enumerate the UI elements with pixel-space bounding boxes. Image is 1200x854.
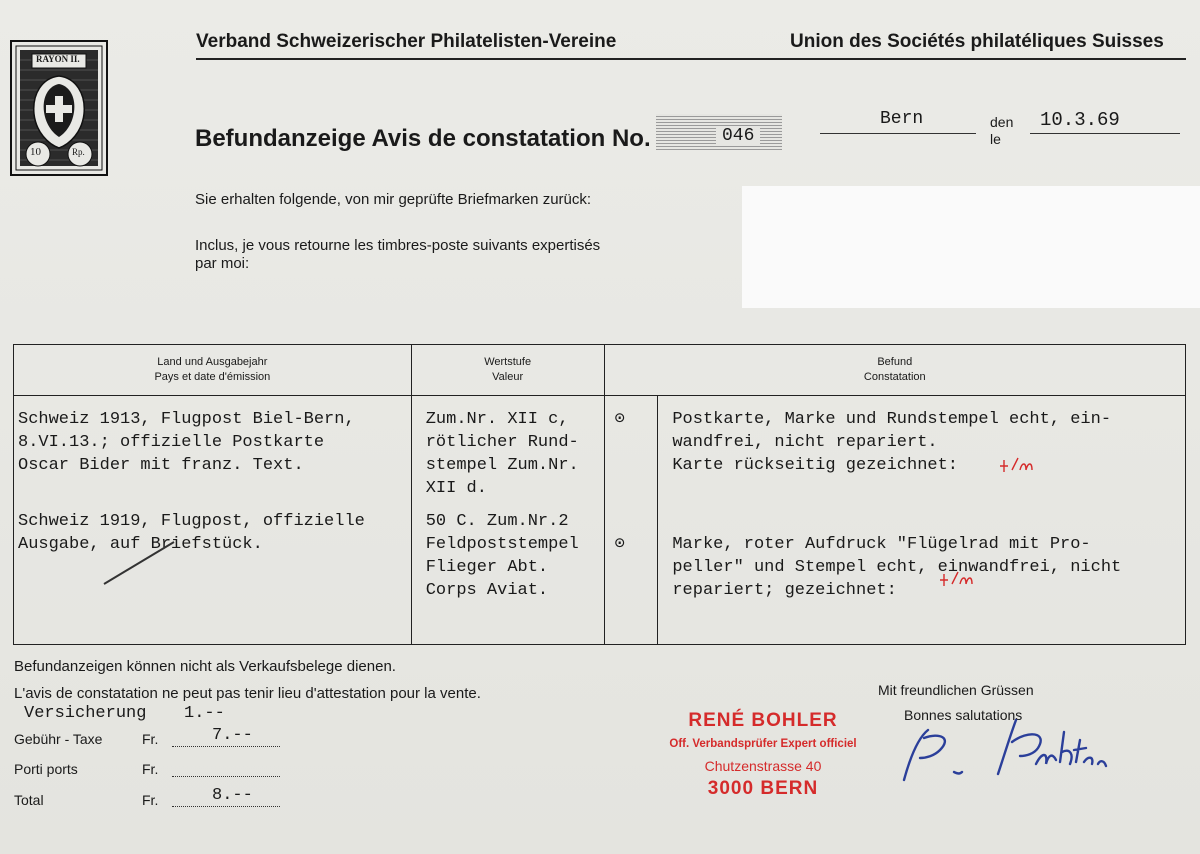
fee-gebuehr-line — [172, 746, 280, 747]
header-land-de: Land und Ausgabejahr — [157, 356, 268, 368]
fee-versicherung-label: Versicherung — [24, 704, 147, 723]
befund-cell — [658, 396, 1186, 645]
red-sign-mark-2 — [936, 568, 976, 590]
examiner-stamp-city: 3000 BERN — [707, 778, 819, 799]
wert-2-l2: Feldpoststempel — [425, 535, 579, 554]
mark-1: ⊙ — [614, 410, 625, 429]
header-right: Union des Sociétés philatéliques Suisses — [790, 31, 1164, 52]
wert-2-l4: Corps Aviat. — [425, 581, 549, 600]
greeting-de: Mit freundlichen Grüssen — [878, 682, 1034, 698]
document-title: Befundanzeige Avis de constatation No. — [195, 125, 651, 152]
header-rule — [196, 58, 1186, 60]
befund-2-l3: repariert; gezeichnet: — [672, 581, 897, 600]
wert-1-l2: rötlicher Rund- — [425, 433, 579, 452]
stamps-table — [13, 344, 1186, 645]
note-de: Befundanzeigen können nicht als Verkaufsbelege dienen. — [14, 658, 396, 675]
intro-fr-line2: par moi: — [195, 255, 250, 272]
wert-1-l4: XII d. — [425, 479, 487, 498]
table-body-row — [14, 396, 1186, 645]
intro-de: Sie erhalten folgende, von mir geprüfte Briefmarken zurück: — [195, 191, 592, 208]
greeting-fr: Bonnes salutations — [904, 707, 1023, 723]
fee-gebuehr-label: Gebühr - Taxe — [14, 731, 103, 747]
document-number: 046 — [716, 126, 760, 146]
examiner-stamp-street: Chutzenstrasse 40 — [704, 758, 822, 774]
fee-porti-currency: Fr. — [142, 761, 159, 777]
header-land-fr: Pays et date d'émission — [154, 371, 271, 383]
fee-porti-line — [172, 776, 280, 777]
befund-1-l3: Karte rückseitig gezeichnet: — [672, 456, 959, 475]
fee-versicherung-value: 1.-- — [184, 704, 225, 723]
fee-total-label: Total — [14, 792, 44, 808]
fee-gebuehr-currency: Fr. — [142, 731, 159, 747]
mark-cell — [604, 396, 658, 645]
table-header-row — [14, 345, 1186, 396]
land-1-l2: 8.VI.13.; offizielle Postkarte — [18, 433, 325, 452]
fee-total-line — [172, 806, 280, 807]
city-underline — [820, 133, 976, 134]
befund-2-l2: peller" und Stempel echt, einwandfrei, nicht — [672, 558, 1122, 577]
mark-2: ⊙ — [614, 535, 625, 554]
header-wert-de: Wertstufe — [484, 356, 532, 368]
wert-1-l3: stempel Zum.Nr. — [425, 456, 579, 475]
land-cell — [14, 396, 412, 645]
city: Bern — [880, 109, 924, 129]
den-label: den — [990, 114, 1014, 130]
header-befund-fr: Constatation — [863, 371, 926, 383]
land-2-l2: Ausgabe, auf Briefstück. — [18, 535, 263, 554]
redacted-address — [742, 186, 1200, 308]
land-1-l3: Oscar Bider mit franz. Text. — [18, 456, 304, 475]
wert-cell — [411, 396, 604, 645]
header-befund-de: Befund — [877, 356, 913, 368]
stamp-label: RAYON II. — [36, 54, 80, 64]
note-fr: L'avis de constatation ne peut pas tenir lieu d'attestation pour la vente. — [14, 685, 481, 702]
date-underline — [1030, 133, 1180, 134]
pencil-stroke — [100, 538, 180, 588]
header-wert-fr: Valeur — [492, 371, 524, 383]
befund-1-l2: wandfrei, nicht repariert. — [672, 433, 938, 452]
red-sign-mark-1 — [996, 454, 1036, 476]
befund-2-l1: Marke, roter Aufdruck "Flügelrad mit Pro- — [672, 535, 1091, 554]
fee-total-value: 8.-- — [212, 786, 253, 805]
rayon-stamp-image — [10, 40, 108, 176]
fee-porti-label: Porti ports — [14, 761, 78, 777]
le-label: le — [990, 131, 1001, 147]
header-land — [14, 345, 412, 396]
header-befund — [604, 345, 1185, 396]
header-left: Verband Schweizerischer Philatelisten-Vereine — [196, 31, 617, 52]
examiner-stamp-title: Off. Verbandsprüfer Expert officiel — [669, 738, 857, 750]
header-wert — [411, 345, 604, 396]
wert-2-l3: Flieger Abt. — [425, 558, 549, 577]
intro-fr-line1: Inclus, je vous retourne les timbres-poste suivants expertisés — [195, 237, 601, 254]
fee-gebuehr-value: 7.-- — [212, 726, 253, 745]
wert-1-l1: Zum.Nr. XII c, — [425, 410, 569, 429]
befund-1-l1: Postkarte, Marke und Rundstempel echt, ein- — [672, 410, 1112, 429]
wert-2-l1: 50 C. Zum.Nr.2 — [425, 512, 569, 531]
land-2-l1: Schweiz 1919, Flugpost, offizielle — [18, 512, 365, 531]
stamp-value-left: 10 — [30, 146, 41, 158]
fee-total-currency: Fr. — [142, 792, 159, 808]
stamp-value-right: Rp. — [72, 147, 85, 157]
examiner-stamp-name: RENÉ BOHLER — [688, 710, 838, 731]
handwritten-signature — [888, 712, 1128, 792]
date: 10.3.69 — [1040, 109, 1120, 131]
land-1-l1: Schweiz 1913, Flugpost Biel-Bern, — [18, 410, 355, 429]
